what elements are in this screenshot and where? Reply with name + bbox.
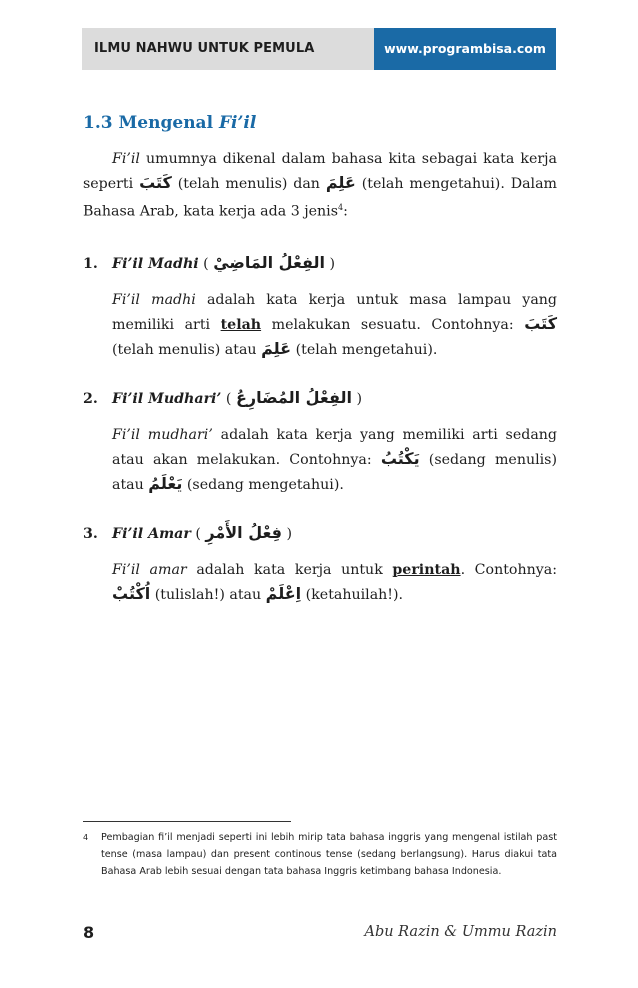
- body-text: (tulislah!) atau: [150, 587, 266, 603]
- item-number: 1.: [83, 256, 98, 272]
- item-name: Fi’il Madhi: [112, 256, 199, 272]
- arabic-word: كَتَبَ: [139, 173, 172, 192]
- item-body-mudhari: [112, 423, 557, 497]
- intro-term: Fi’il: [112, 151, 140, 167]
- item-number: 3.: [83, 526, 98, 542]
- arabic-word: يَعْلَمُ: [148, 474, 183, 493]
- paren-open: (: [221, 391, 236, 407]
- intro-text-4: :: [343, 203, 348, 220]
- underlined-word: perintah: [392, 562, 461, 578]
- page-number: 8: [83, 923, 95, 942]
- footnote-ref: 4: [337, 203, 344, 212]
- arabic-word: اُكْتُبْ: [112, 584, 151, 603]
- item-body-amar: [112, 558, 557, 607]
- paren-close: ): [282, 526, 293, 542]
- item-lead: Fi’il madhi: [112, 292, 196, 308]
- item-heading-amar: [83, 523, 292, 542]
- footnote: [83, 829, 557, 880]
- intro-text-2: (telah menulis) dan: [171, 176, 326, 192]
- intro-text-1: umumnya dikenal dalam bahasa kita sebagai kata kerja seperti: [83, 151, 557, 192]
- section-number: 1.3 Mengenal: [83, 113, 219, 133]
- item-name: Fi’il Amar: [112, 526, 191, 542]
- item-heading-mudhari: [83, 388, 362, 407]
- arabic-term: الفِعْلُ المَاضِيْ: [213, 253, 325, 272]
- arabic-term: الفِعْلُ المُضَارِعُ: [235, 388, 352, 407]
- body-text: . Contohnya:: [460, 562, 557, 578]
- arabic-word: عَلِمَ: [325, 173, 356, 192]
- paren-open: (: [190, 526, 206, 542]
- body-text: (telah mengetahui).: [291, 342, 438, 358]
- underlined-word: telah: [220, 317, 262, 333]
- arabic-term: فِعْلُ الأَمْرِ: [205, 523, 282, 542]
- section-title: [83, 113, 256, 133]
- item-lead: Fi’il mudhari’: [112, 427, 213, 443]
- item-lead: Fi’il amar: [112, 562, 187, 578]
- arabic-word: يَكْتُبُ: [380, 449, 420, 468]
- arabic-word: اِعْلَمْ: [265, 584, 302, 603]
- footnote-text: Pembagian fi’il menjadi seperti ini lebih mirip tata bahasa inggris yang mengenal istilah past tense (masa lampau) dan present continous tense (sedang berlangsung). Harus diakui tata Bahasa Arab lebih sesuai dengan tata bahasa Inggris ketimbang bahasa Indonesia.: [101, 832, 557, 877]
- body-text: (telah menulis) atau: [112, 342, 262, 358]
- section-title-italic: Fi’il: [218, 113, 257, 133]
- footnote-mark: 4: [83, 833, 89, 842]
- body-text: adalah kata kerja untuk masa lampau yang memiliki arti: [112, 292, 557, 333]
- paren-close: ): [351, 391, 363, 407]
- paren-open: (: [198, 256, 214, 272]
- body-text: adalah kata kerja yang memiliki arti sedang atau akan melakukan. Contohnya:: [112, 427, 557, 468]
- intro-paragraph: [83, 147, 557, 224]
- arabic-word: كَتَبَ: [524, 314, 557, 333]
- item-body-madhi: [112, 288, 557, 362]
- arabic-word: عَلِمَ: [261, 339, 292, 358]
- item-name: Fi’il Mudhari’: [112, 391, 222, 407]
- intro-text-3: (telah mengetahui). Dalam Bahasa Arab, kata kerja ada 3 jenis: [83, 176, 558, 220]
- item-heading-madhi: [83, 253, 335, 272]
- page-header: [82, 28, 556, 70]
- book-title: ILMU NAHWU UNTUK PEMULA: [82, 28, 374, 70]
- body-text: (sedang mengetahui).: [182, 477, 344, 493]
- body-text: (ketahuilah!).: [301, 587, 404, 603]
- footnote-divider: [83, 821, 291, 822]
- body-text: adalah kata kerja untuk: [186, 562, 393, 578]
- website-url: www.programbisa.com: [374, 28, 556, 70]
- author-credit: Abu Razin & Ummu Razin: [364, 924, 557, 940]
- body-text: melakukan sesuatu. Contohnya:: [261, 317, 525, 333]
- body-text: (sedang menulis) atau: [112, 452, 557, 493]
- paren-close: ): [324, 256, 336, 272]
- item-number: 2.: [83, 391, 98, 407]
